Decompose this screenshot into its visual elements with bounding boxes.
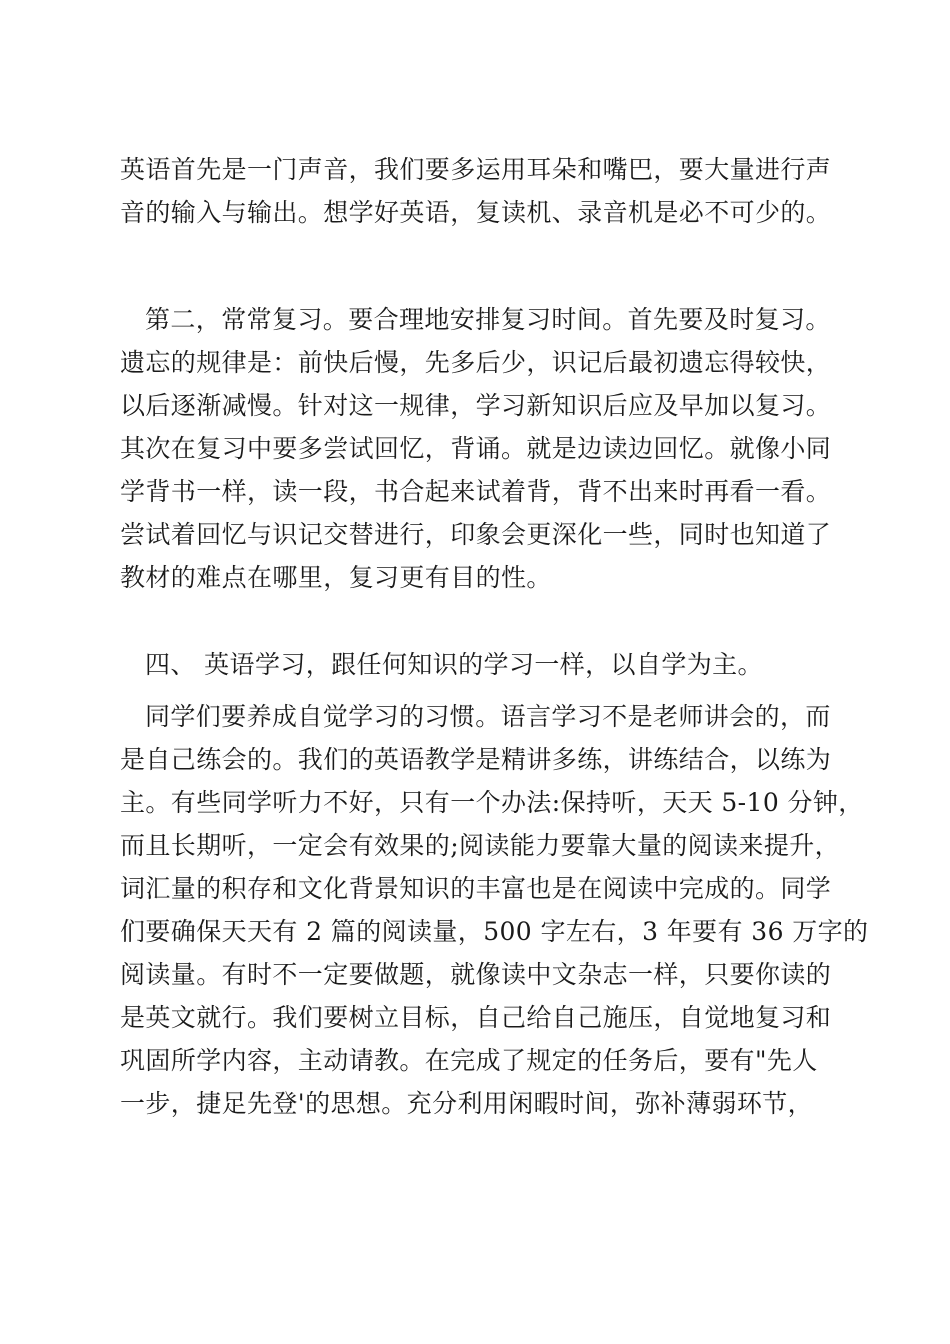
text-line: 音的输入与输出。想学好英语，复读机、录音机是必不可少的。 (120, 198, 832, 227)
text-line: 四、 英语学习，跟任何知识的学习一样，以自学为主。 (145, 650, 763, 679)
text-line: 第二，常常复习。要合理地安排复习时间。首先要及时复习。 (145, 305, 831, 334)
paragraph-review (120, 298, 840, 599)
text-line: 遗忘的规律是：前快后慢，先多后少，识记后最初遗忘得较快， (120, 348, 832, 377)
text-line: 其次在复习中要多尝试回忆，背诵。就是边读边回忆。就像小同 (120, 434, 832, 463)
text-line: 英语首先是一门声音，我们要多运用耳朵和嘴巴，要大量进行声 (120, 155, 832, 184)
section-heading-four (120, 643, 840, 686)
paragraph-self-study (120, 695, 869, 1125)
text-line: 一步，捷足先登'的思想。充分利用闲暇时间，弥补薄弱环节， (120, 1089, 814, 1118)
text-line: 尝试着回忆与识记交替进行，印象会更深化一些，同时也知道了 (120, 520, 832, 549)
text-line: 词汇量的积存和文化背景知识的丰富也是在阅读中完成的。同学 (120, 874, 832, 903)
text-line: 同学们要养成自觉学习的习惯。语言学习不是老师讲会的，而 (145, 702, 831, 731)
text-line: 巩固所学内容，主动请教。在完成了规定的任务后，要有"先人 (120, 1046, 818, 1075)
text-line: 阅读量。有时不一定要做题，就像读中文杂志一样，只要你读的 (120, 960, 832, 989)
text-line: 学背书一样，读一段，书合起来试着背，背不出来时再看一看。 (120, 477, 832, 506)
paragraph-audio-input (120, 148, 840, 234)
text-line: 而且长期听，一定会有效果的;阅读能力要靠大量的阅读来提升， (120, 831, 841, 860)
text-line: 是英文就行。我们要树立目标，自己给自己施压，自觉地复习和 (120, 1003, 832, 1032)
text-line: 是自己练会的。我们的英语教学是精讲多练，讲练结合，以练为 (120, 745, 832, 774)
text-line: 们要确保天天有 2 篇的阅读量，500 字左右，3 年要有 36 万字的 (120, 917, 869, 946)
text-line: 主。有些同学听力不好，只有一个办法:保持听，天天 5-10 分钟， (120, 788, 864, 817)
text-line: 教材的难点在哪里，复习更有目的性。 (120, 563, 552, 592)
text-line: 以后逐渐减慢。针对这一规律，学习新知识后应及早加以复习。 (120, 391, 832, 420)
